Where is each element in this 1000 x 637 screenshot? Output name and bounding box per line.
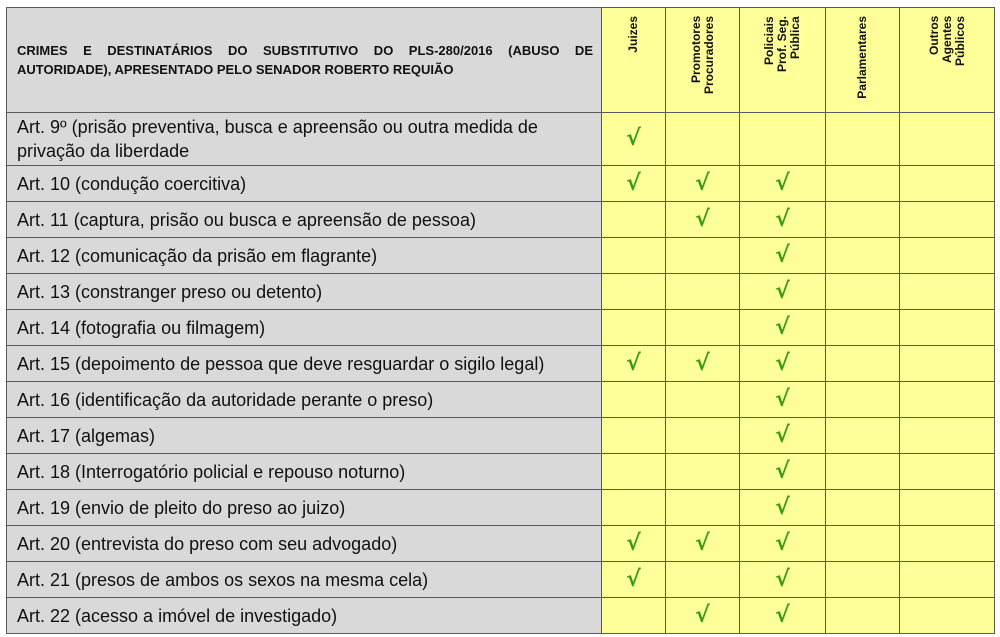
- column-header-policiais: [740, 8, 826, 113]
- mark-cell: [900, 310, 995, 346]
- mark-cell: [900, 526, 995, 562]
- table-row: [7, 202, 995, 238]
- table-row: [7, 310, 995, 346]
- table-row: [7, 382, 995, 418]
- mark-cell: [602, 562, 666, 598]
- mark-cell: [666, 202, 740, 238]
- mark-cell: [826, 382, 900, 418]
- mark-cell: [826, 238, 900, 274]
- table-row: [7, 166, 995, 202]
- mark-cell: [740, 598, 826, 634]
- header-row: [7, 8, 995, 113]
- check-icon: √: [775, 206, 790, 232]
- mark-cell: [826, 166, 900, 202]
- check-icon: √: [626, 126, 641, 151]
- table-row: [7, 274, 995, 310]
- mark-cell: [740, 202, 826, 238]
- mark-cell: [826, 490, 900, 526]
- mark-cell: [602, 346, 666, 382]
- mark-cell: [740, 238, 826, 274]
- check-icon: √: [626, 170, 641, 196]
- mark-cell: [740, 454, 826, 490]
- mark-cell: [666, 346, 740, 382]
- mark-cell: [900, 382, 995, 418]
- column-header-promotores: [666, 8, 740, 113]
- check-icon: √: [775, 422, 790, 448]
- mark-cell: [900, 598, 995, 634]
- column-header-juizes: [602, 8, 666, 113]
- mark-cell: [826, 454, 900, 490]
- mark-cell: [602, 113, 666, 166]
- mark-cell: [666, 310, 740, 346]
- table-body: [7, 113, 995, 634]
- mark-cell: [666, 454, 740, 490]
- column-header-label: Outros Agentes Públicos: [926, 16, 967, 67]
- mark-cell: [826, 310, 900, 346]
- mark-cell: [900, 166, 995, 202]
- check-icon: √: [695, 206, 710, 232]
- mark-cell: [666, 562, 740, 598]
- check-icon: √: [695, 350, 710, 376]
- check-icon: √: [626, 350, 641, 376]
- mark-cell: [666, 418, 740, 454]
- mark-cell: [666, 113, 740, 166]
- check-icon: √: [695, 170, 710, 196]
- mark-cell: [740, 274, 826, 310]
- table-row: [7, 418, 995, 454]
- mark-cell: [666, 166, 740, 202]
- mark-cell: [602, 418, 666, 454]
- check-icon: √: [626, 530, 641, 556]
- mark-cell: [740, 113, 826, 166]
- check-icon: √: [775, 170, 790, 196]
- check-icon: √: [775, 602, 790, 628]
- mark-cell: [826, 562, 900, 598]
- row-label: Art. 15 (depoimento de pessoa que deve resguardar o sigilo legal): [7, 346, 602, 382]
- mark-cell: [826, 274, 900, 310]
- row-label: Art. 20 (entrevista do preso com seu advogado): [7, 526, 602, 562]
- mark-cell: [740, 490, 826, 526]
- row-label: Art. 21 (presos de ambos os sexos na mesma cela): [7, 562, 602, 598]
- check-icon: √: [775, 494, 790, 520]
- table-row: [7, 490, 995, 526]
- row-label: Art. 16 (identificação da autoridade perante o preso): [7, 382, 602, 418]
- mark-cell: [826, 526, 900, 562]
- check-icon: √: [775, 566, 790, 592]
- column-header-label: Promotores Procuradores: [688, 16, 716, 95]
- mark-cell: [602, 382, 666, 418]
- mark-cell: [826, 418, 900, 454]
- row-label: Art. 22 (acesso a imóvel de investigado): [7, 598, 602, 634]
- mark-cell: [740, 310, 826, 346]
- column-header-parlamentares: [826, 8, 900, 113]
- mark-cell: [740, 166, 826, 202]
- table-row: [7, 526, 995, 562]
- table-title: CRIMES E DESTINATÁRIOS DO SUBSTITUTIVO DO PLS-280/2016 (ABUSO DE AUTORIDADE), APRESENTADO PELO SENADOR ROBERTO REQUIÃO: [7, 8, 602, 113]
- mark-cell: [666, 598, 740, 634]
- mark-cell: [826, 202, 900, 238]
- table-row: [7, 346, 995, 382]
- mark-cell: [826, 346, 900, 382]
- mark-cell: [666, 238, 740, 274]
- row-label: Art. 14 (fotografia ou filmagem): [7, 310, 602, 346]
- mark-cell: [602, 490, 666, 526]
- row-label: Art. 10 (condução coercitiva): [7, 166, 602, 202]
- check-icon: √: [775, 530, 790, 556]
- mark-cell: [900, 238, 995, 274]
- mark-cell: [900, 346, 995, 382]
- mark-cell: [602, 454, 666, 490]
- mark-cell: [740, 562, 826, 598]
- mark-cell: [666, 526, 740, 562]
- column-header-outros: [900, 8, 995, 113]
- table-row: [7, 238, 995, 274]
- mark-cell: [666, 382, 740, 418]
- mark-cell: [826, 113, 900, 166]
- mark-cell: [666, 274, 740, 310]
- mark-cell: [900, 418, 995, 454]
- mark-cell: [602, 526, 666, 562]
- row-label: Art. 18 (Interrogatório policial e repouso noturno): [7, 454, 602, 490]
- check-icon: √: [775, 350, 790, 376]
- check-icon: √: [775, 278, 790, 304]
- mark-cell: [740, 526, 826, 562]
- table-row: [7, 562, 995, 598]
- mark-cell: [602, 598, 666, 634]
- table-row: [7, 454, 995, 490]
- check-icon: √: [695, 530, 710, 556]
- mark-cell: [900, 202, 995, 238]
- mark-cell: [740, 346, 826, 382]
- mark-cell: [602, 274, 666, 310]
- mark-cell: [740, 418, 826, 454]
- mark-cell: [602, 310, 666, 346]
- row-label: Art. 11 (captura, prisão ou busca e apreensão de pessoa): [7, 202, 602, 238]
- table-row: [7, 598, 995, 634]
- column-header-label: Parlamentares: [855, 16, 869, 99]
- row-label: Art. 13 (constranger preso ou detento): [7, 274, 602, 310]
- mark-cell: [900, 562, 995, 598]
- mark-cell: [900, 274, 995, 310]
- row-label: Art. 9º (prisão preventiva, busca e apreensão ou outra medida de privação da liberdade: [7, 113, 602, 166]
- row-label: Art. 19 (envio de pleito do preso ao juizo): [7, 490, 602, 526]
- row-label: Art. 12 (comunicação da prisão em flagrante): [7, 238, 602, 274]
- mark-cell: [900, 490, 995, 526]
- check-icon: √: [695, 602, 710, 628]
- table-row: [7, 113, 995, 166]
- check-icon: √: [775, 314, 790, 340]
- mark-cell: [602, 166, 666, 202]
- mark-cell: [602, 238, 666, 274]
- check-icon: √: [626, 566, 641, 592]
- mark-cell: [900, 454, 995, 490]
- check-icon: √: [775, 386, 790, 412]
- mark-cell: [666, 490, 740, 526]
- mark-cell: [740, 382, 826, 418]
- row-label: Art. 17 (algemas): [7, 418, 602, 454]
- mark-cell: [826, 598, 900, 634]
- check-icon: √: [775, 242, 790, 268]
- mark-cell: [602, 202, 666, 238]
- column-header-label: Policiais Prof. Seg. Pública: [762, 16, 802, 73]
- column-header-label: Juizes: [626, 16, 640, 53]
- check-icon: √: [775, 458, 790, 484]
- crimes-table: [6, 7, 995, 634]
- mark-cell: [900, 113, 995, 166]
